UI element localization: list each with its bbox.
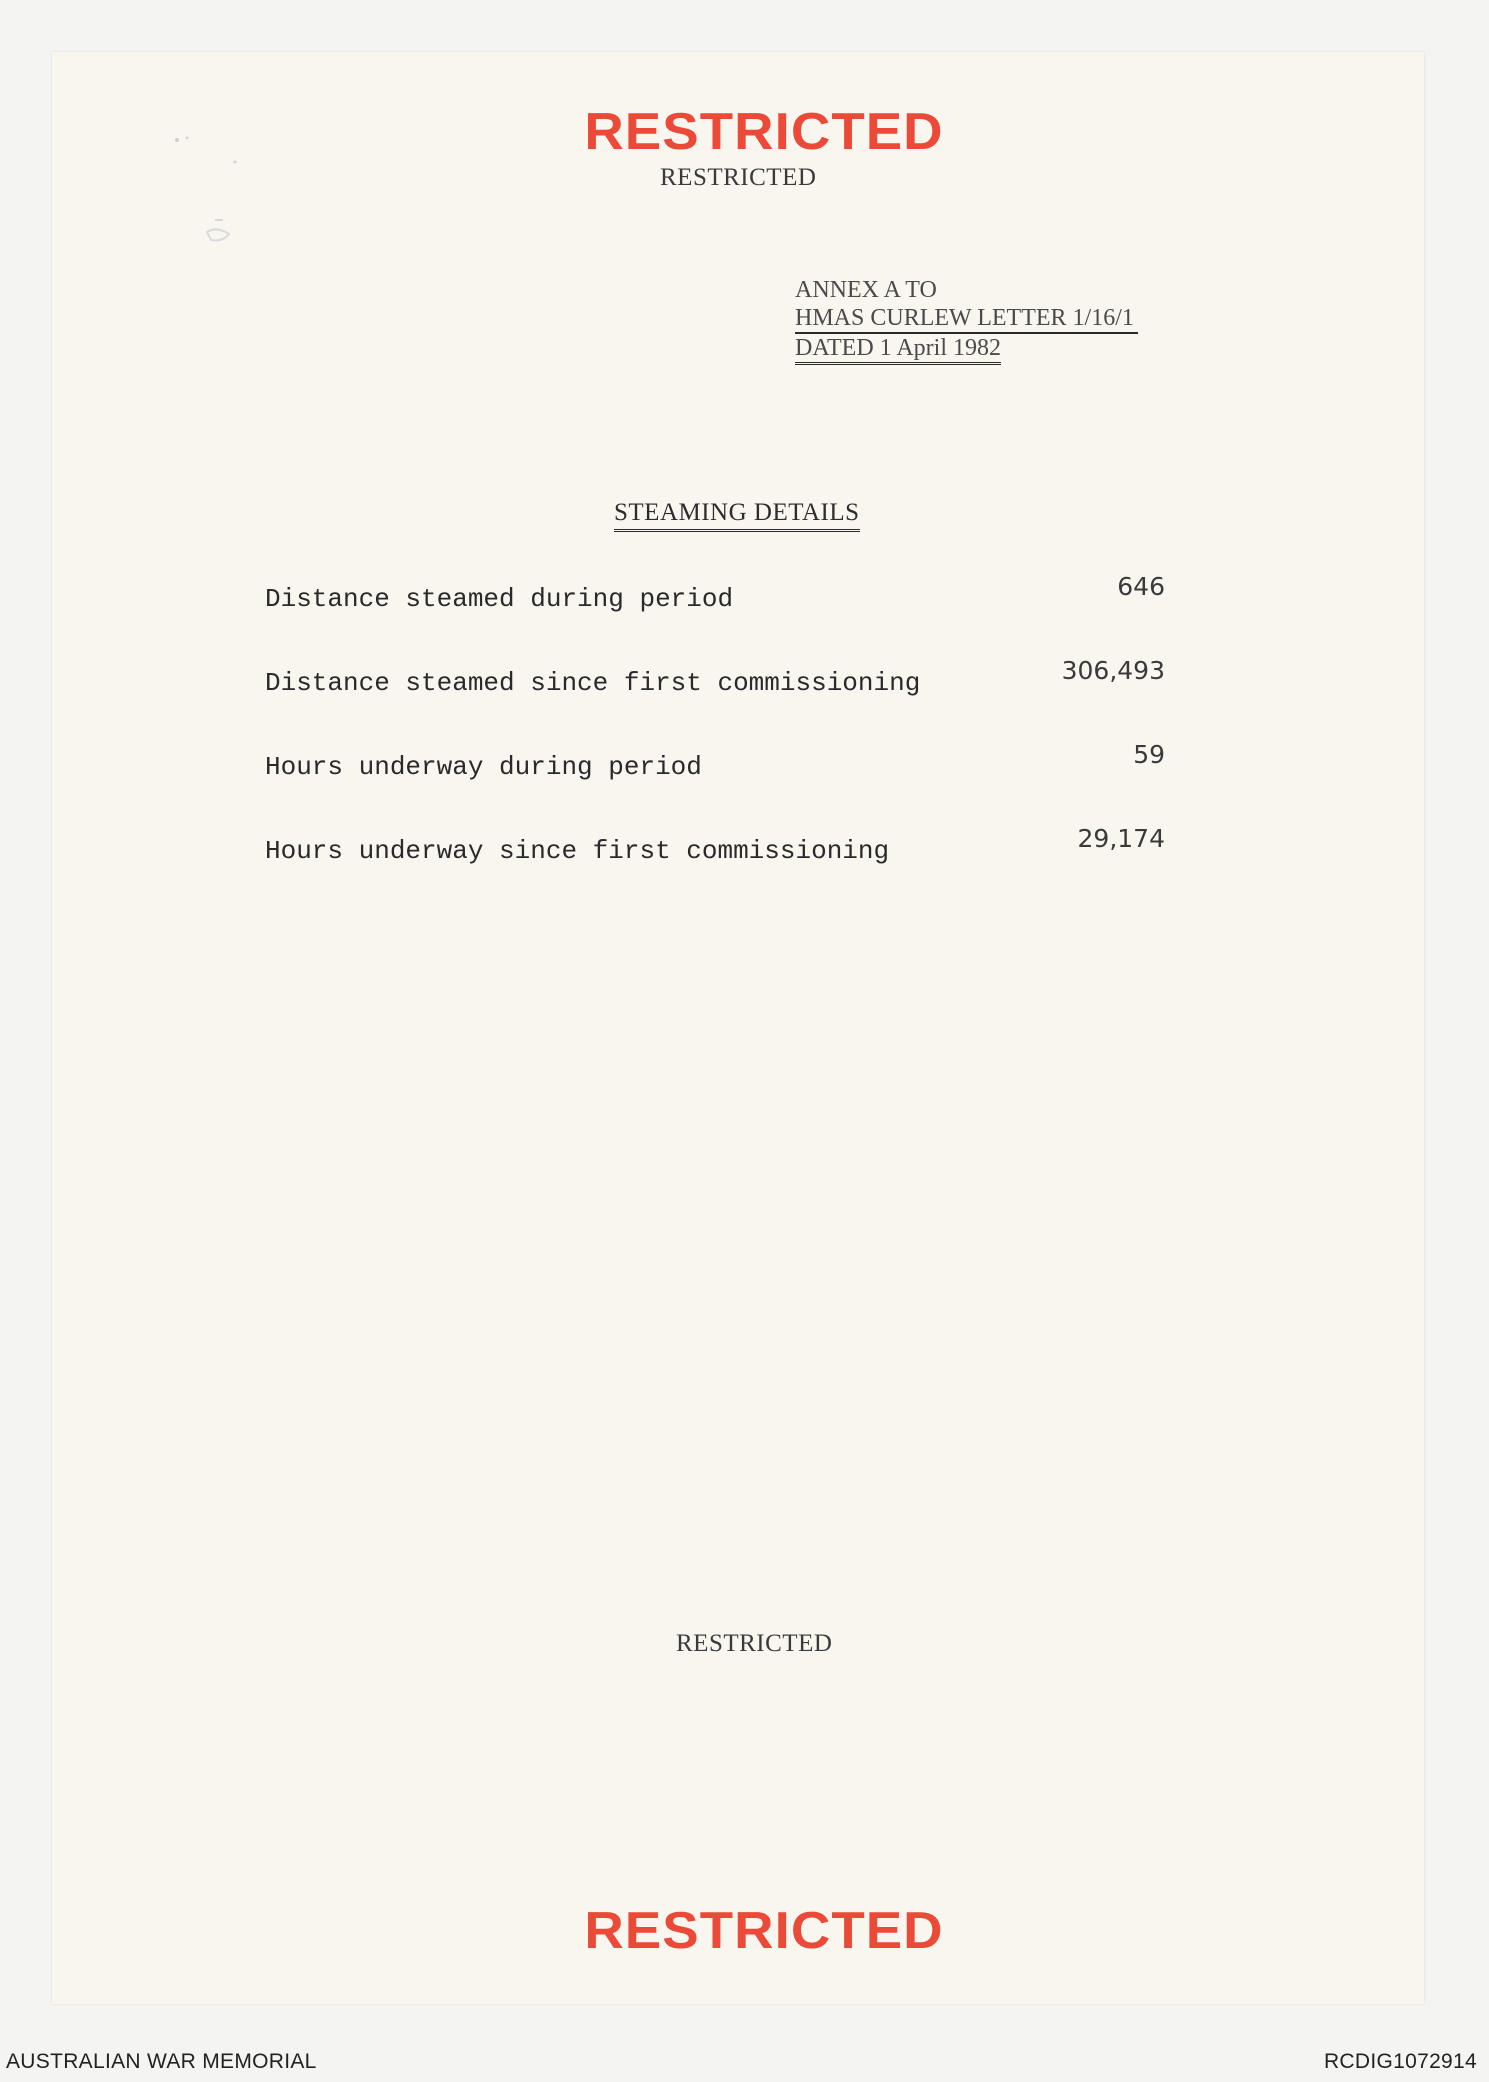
- detail-label: Distance steamed since first commissioning: [265, 668, 921, 698]
- detail-label: Hours underway during period: [265, 752, 702, 782]
- detail-row: [265, 656, 1215, 740]
- detail-value: 646: [1117, 572, 1165, 601]
- document-page: [52, 52, 1424, 2004]
- detail-row: [265, 824, 1215, 908]
- classification-bottom: RESTRICTED: [676, 1630, 833, 1657]
- annex-line-1: ANNEX A TO: [795, 277, 937, 303]
- detail-value: 59: [1133, 740, 1165, 769]
- detail-value: 306,493: [1061, 656, 1165, 685]
- annex-line-2: HMAS CURLEW LETTER 1/16/1: [795, 304, 1138, 334]
- classification-top: RESTRICTED: [660, 164, 817, 191]
- footer-institution: AUSTRALIAN WAR MEMORIAL: [6, 2050, 317, 2073]
- annex-line-3: DATED 1 April 1982: [795, 334, 1001, 365]
- detail-row: [265, 572, 1215, 656]
- section-heading: STEAMING DETAILS: [614, 499, 860, 532]
- restricted-stamp-bottom: RESTRICTED: [584, 1902, 944, 1960]
- footer-record-id: RCDIG1072914: [1323, 2050, 1477, 2073]
- annex-reference: [795, 276, 1138, 365]
- detail-label: Distance steamed during period: [265, 584, 734, 614]
- detail-value: 29,174: [1077, 824, 1165, 853]
- detail-label: Hours underway since first commissioning: [265, 836, 890, 866]
- restricted-stamp-top: RESTRICTED: [584, 103, 944, 161]
- detail-row: [265, 740, 1215, 824]
- steaming-details-list: [265, 572, 1215, 908]
